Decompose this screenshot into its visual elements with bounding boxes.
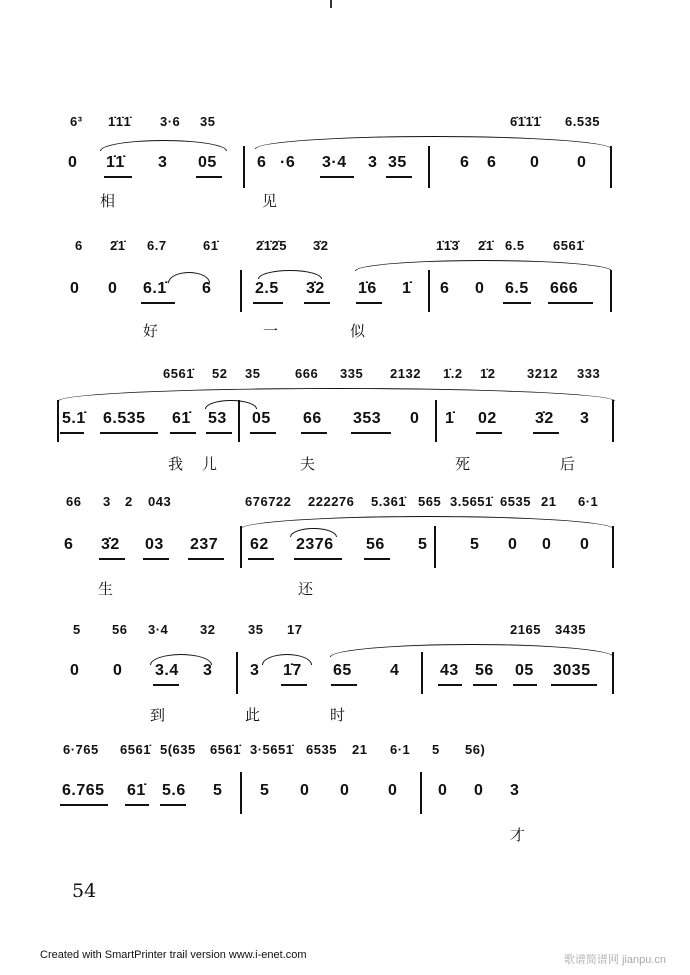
- grace-note: 2̇1̇: [478, 238, 494, 253]
- note: 03: [145, 536, 164, 553]
- note: 66: [303, 410, 322, 427]
- note: 5: [470, 536, 480, 553]
- grace-note: 2̇1̇2̇5: [256, 238, 287, 253]
- beat-underline: [196, 176, 222, 178]
- beat-underline: [206, 432, 232, 434]
- note: 05: [198, 154, 217, 171]
- note: 0: [530, 154, 540, 171]
- barline: [435, 400, 437, 442]
- note: 3̇2: [306, 280, 325, 297]
- note: 0: [113, 662, 123, 679]
- beat-underline: [143, 558, 169, 560]
- note: 6: [440, 280, 450, 297]
- grace-note: 1̇1̇3̇: [436, 238, 460, 253]
- note: 5: [213, 782, 223, 799]
- lyric: 我: [168, 455, 184, 473]
- beat-underline: [304, 302, 330, 304]
- grace-note: 6³: [70, 114, 83, 129]
- grace-note: 6̇1̇1̇1̇: [510, 114, 541, 129]
- grace-note: 5.361̇: [371, 494, 407, 509]
- grace-note: 6·765: [63, 742, 99, 757]
- note: 65: [333, 662, 352, 679]
- beat-underline: [533, 432, 559, 434]
- note: 3: [580, 410, 590, 427]
- top-mark: [330, 0, 332, 8]
- note: 0: [474, 782, 484, 799]
- note: 0: [300, 782, 310, 799]
- note: 0: [68, 154, 78, 171]
- grace-note: 6·1: [390, 742, 411, 757]
- note: 1̇1̇: [106, 154, 125, 171]
- barline: [243, 146, 245, 188]
- beat-underline: [356, 302, 382, 304]
- note: 56: [475, 662, 494, 679]
- beat-underline: [104, 176, 132, 178]
- site-watermark: 歌谱简谱网 jianpu.cn: [563, 954, 666, 966]
- note: 5.1̇: [62, 410, 86, 427]
- grace-note: 676722: [245, 494, 292, 509]
- grace-note: 6561̇: [163, 366, 194, 381]
- barline: [612, 652, 614, 694]
- note: 05: [515, 662, 534, 679]
- grace-note: 35: [248, 622, 264, 637]
- grace-note: 56: [112, 622, 128, 637]
- grace-note: 66: [66, 494, 82, 509]
- lyric: 此: [245, 706, 261, 724]
- grace-note: 1̇2: [480, 366, 496, 381]
- barline: [240, 526, 242, 568]
- note: 6.765: [62, 782, 105, 799]
- beat-underline: [301, 432, 327, 434]
- grace-note: 2165: [510, 622, 541, 637]
- beat-underline: [99, 558, 125, 560]
- grace-note: 5(635: [160, 742, 196, 757]
- note: 05: [252, 410, 271, 427]
- beat-underline: [503, 302, 531, 304]
- page-number: 54: [72, 880, 97, 902]
- beat-underline: [386, 176, 412, 178]
- note: 02: [478, 410, 497, 427]
- beat-underline: [438, 684, 462, 686]
- phrase-slur: [205, 400, 257, 409]
- note: 6.5: [505, 280, 529, 297]
- lyric: 到: [150, 706, 166, 724]
- grace-note: 333: [577, 366, 601, 381]
- note: 5: [260, 782, 270, 799]
- grace-note: 043: [148, 494, 172, 509]
- note: 666: [550, 280, 579, 297]
- grace-note: 35: [200, 114, 216, 129]
- grace-note: 3435: [555, 622, 586, 637]
- grace-note: 6.5: [505, 238, 525, 253]
- beat-underline: [364, 558, 390, 560]
- barline: [612, 526, 614, 568]
- note: 6: [487, 154, 497, 171]
- beat-underline: [548, 302, 593, 304]
- note: 0: [388, 782, 398, 799]
- note: ·6: [280, 154, 296, 171]
- grace-note: 335: [340, 366, 364, 381]
- beat-underline: [253, 302, 283, 304]
- note: 53: [208, 410, 227, 427]
- note: 61̇: [172, 410, 191, 427]
- beat-underline: [100, 432, 158, 434]
- note: 0: [508, 536, 518, 553]
- note: 1̇: [445, 410, 455, 427]
- note: 0: [577, 154, 587, 171]
- grace-note: 56): [465, 742, 486, 757]
- lyric: 生: [98, 580, 114, 598]
- note: 6: [202, 280, 212, 297]
- beat-underline: [60, 432, 84, 434]
- grace-note: 3.5651̇: [450, 494, 493, 509]
- note: 3̇2: [101, 536, 120, 553]
- lyric: 似: [350, 322, 366, 340]
- note: 3035: [553, 662, 591, 679]
- beat-underline: [473, 684, 497, 686]
- note: 6: [64, 536, 74, 553]
- grace-note: 5: [432, 742, 440, 757]
- note: 3·4: [322, 154, 347, 171]
- note: 6.1̇: [143, 280, 167, 297]
- grace-note: 6561̇: [120, 742, 151, 757]
- beat-underline: [248, 558, 274, 560]
- note: 4: [390, 662, 400, 679]
- note: 3: [368, 154, 378, 171]
- note: 3: [203, 662, 213, 679]
- barline: [240, 270, 242, 312]
- lyric: 死: [455, 455, 471, 473]
- grace-note: 6561̇: [553, 238, 584, 253]
- note: 3.4: [155, 662, 179, 679]
- note: 61̇: [127, 782, 146, 799]
- phrase-slur: [258, 270, 322, 279]
- note: 6.535: [103, 410, 146, 427]
- grace-note: 6.7: [147, 238, 167, 253]
- note: 6: [257, 154, 267, 171]
- note: 1̇7: [283, 662, 302, 679]
- beat-underline: [153, 684, 179, 686]
- note: 353: [353, 410, 382, 427]
- barline: [57, 400, 59, 442]
- grace-note: 5: [73, 622, 81, 637]
- grace-note: 32: [200, 622, 216, 637]
- lyric: 夫: [300, 455, 316, 473]
- barline: [612, 400, 614, 442]
- note: 35: [388, 154, 407, 171]
- beat-underline: [476, 432, 502, 434]
- barline: [420, 772, 422, 814]
- barline: [236, 652, 238, 694]
- footer-watermark: Created with SmartPrinter trail version www.i-enet.com: [40, 949, 307, 961]
- beat-underline: [331, 684, 357, 686]
- barline: [238, 400, 240, 442]
- grace-note: 6·1: [578, 494, 599, 509]
- grace-note: 35: [245, 366, 261, 381]
- grace-note: 52: [212, 366, 228, 381]
- barline: [610, 146, 612, 188]
- barline: [240, 772, 242, 814]
- note: 3̇2: [535, 410, 554, 427]
- grace-note: 6: [75, 238, 83, 253]
- grace-note: 2: [125, 494, 133, 509]
- grace-note: 222276: [308, 494, 355, 509]
- note: 0: [108, 280, 118, 297]
- note: 2376: [296, 536, 334, 553]
- note: 1̇6: [358, 280, 377, 297]
- note: 0: [580, 536, 590, 553]
- note: 56: [366, 536, 385, 553]
- note: 2.5: [255, 280, 279, 297]
- note: 3: [510, 782, 520, 799]
- grace-note: 6535: [306, 742, 337, 757]
- barline: [421, 652, 423, 694]
- note: 5: [418, 536, 428, 553]
- beat-underline: [294, 558, 342, 560]
- note: 0: [70, 662, 80, 679]
- grace-note: 3·5651̇: [250, 742, 294, 757]
- barline: [428, 146, 430, 188]
- grace-note: 3212: [527, 366, 558, 381]
- beat-underline: [141, 302, 175, 304]
- lyric: 一: [263, 322, 279, 340]
- lyric: 儿: [202, 455, 218, 473]
- note: 3: [250, 662, 260, 679]
- grace-note: 565: [418, 494, 442, 509]
- note: 5.6: [162, 782, 186, 799]
- grace-note: 3̇2: [313, 238, 329, 253]
- grace-note: 61̇: [203, 238, 219, 253]
- beat-underline: [125, 804, 149, 806]
- grace-note: 21: [352, 742, 368, 757]
- note: 0: [438, 782, 448, 799]
- grace-note: 2̇1̇: [110, 238, 126, 253]
- lyric: 才: [510, 826, 526, 844]
- grace-note: 6535: [500, 494, 531, 509]
- beat-underline: [250, 432, 276, 434]
- beat-underline: [320, 176, 354, 178]
- grace-note: 1̇1̇1̇: [108, 114, 132, 129]
- grace-note: 21: [541, 494, 557, 509]
- lyric: 时: [330, 706, 346, 724]
- note: 0: [542, 536, 552, 553]
- barline: [428, 270, 430, 312]
- beat-underline: [60, 804, 108, 806]
- beat-underline: [170, 432, 196, 434]
- note: 3: [158, 154, 168, 171]
- lyric: 后: [560, 455, 576, 473]
- grace-note: 3: [103, 494, 111, 509]
- grace-note: 17: [287, 622, 303, 637]
- note: 1̇: [402, 280, 412, 297]
- note: 6: [460, 154, 470, 171]
- grace-note: 3·6: [160, 114, 181, 129]
- note: 43: [440, 662, 459, 679]
- note: 0: [410, 410, 420, 427]
- beat-underline: [160, 804, 186, 806]
- grace-note: 3·4: [148, 622, 169, 637]
- beat-underline: [351, 432, 391, 434]
- beat-underline: [281, 684, 307, 686]
- note: 0: [70, 280, 80, 297]
- grace-note: 6.535: [565, 114, 601, 129]
- note: 62: [250, 536, 269, 553]
- beat-underline: [188, 558, 224, 560]
- barline: [610, 270, 612, 312]
- barline: [434, 526, 436, 568]
- beat-underline: [551, 684, 597, 686]
- lyric: 见: [262, 192, 278, 210]
- beat-underline: [513, 684, 537, 686]
- grace-note: 1̇.2: [443, 366, 463, 381]
- grace-note: 666: [295, 366, 319, 381]
- grace-note: 2132: [390, 366, 421, 381]
- lyric: 还: [298, 580, 314, 598]
- lyric: 相: [100, 192, 116, 210]
- grace-note: 6561̇: [210, 742, 241, 757]
- note: 0: [475, 280, 485, 297]
- lyric: 好: [143, 322, 159, 340]
- note: 0: [340, 782, 350, 799]
- note: 237: [190, 536, 219, 553]
